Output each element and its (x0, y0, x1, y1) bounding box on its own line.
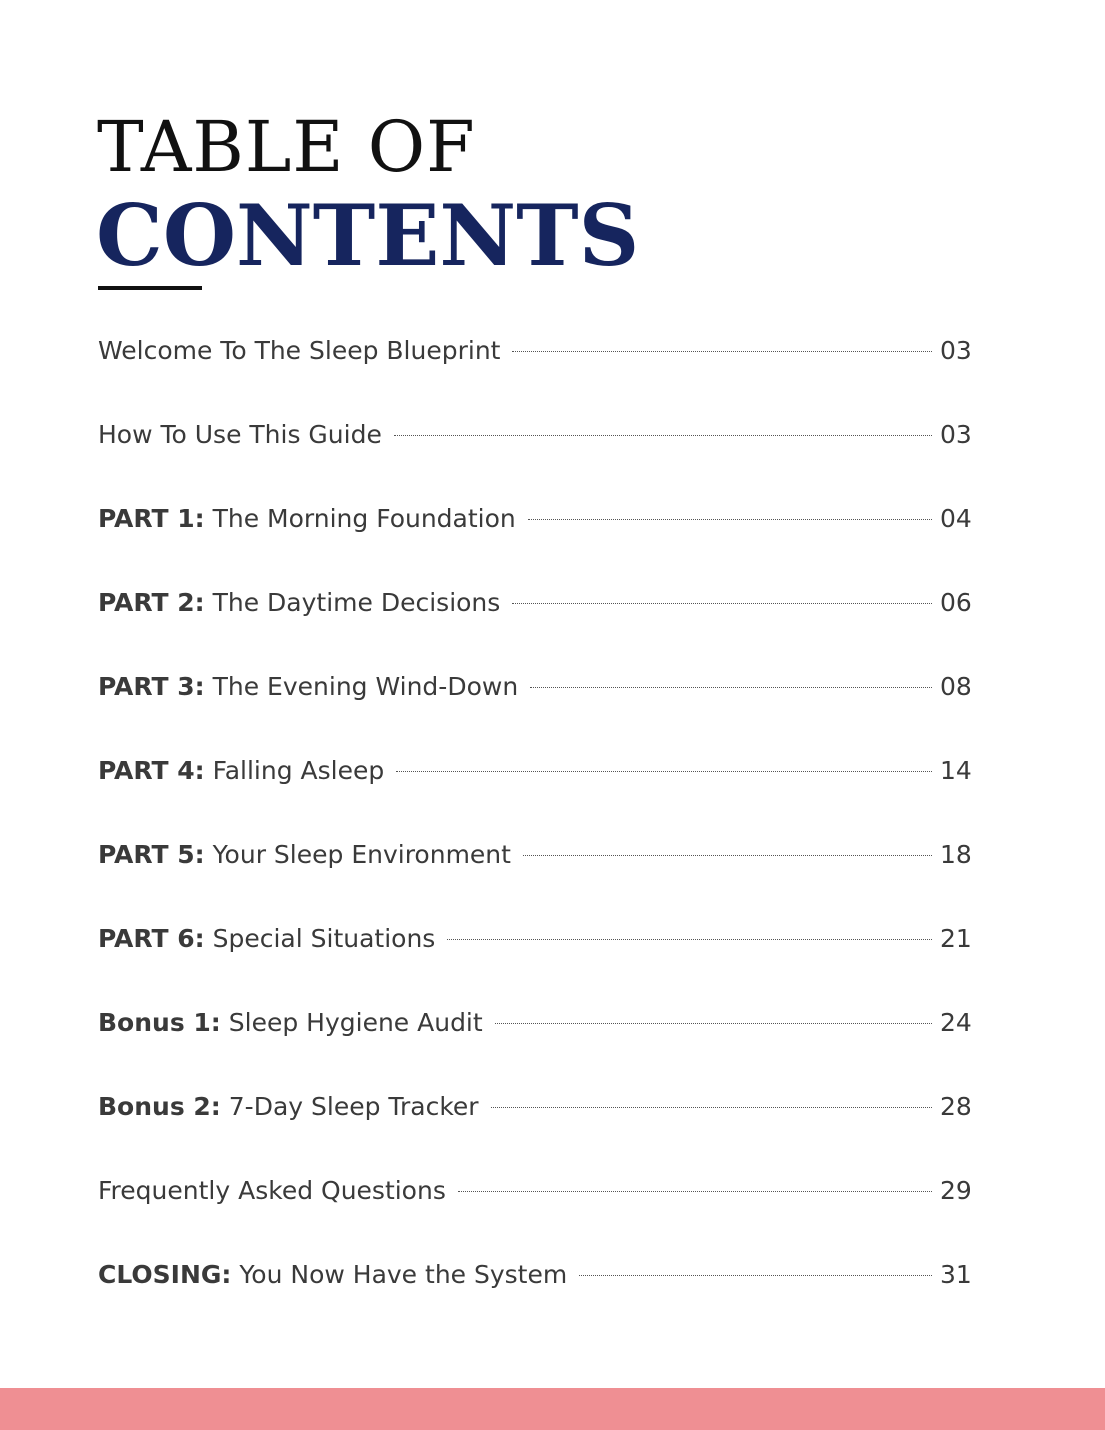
toc-entry-prefix: Bonus 2: (98, 1092, 221, 1121)
toc-page-number: 18 (940, 840, 972, 869)
title-underline (98, 286, 202, 290)
toc-entry-prefix: Bonus 1: (98, 1008, 221, 1037)
toc-entry-title (98, 1176, 446, 1205)
toc-entry-label: Sleep Hygiene Audit (228, 1008, 483, 1037)
toc-dot-leader (523, 855, 932, 856)
toc-entry-prefix: PART 2: (98, 588, 205, 617)
toc-page-number: 03 (940, 336, 972, 365)
toc-page-number: 31 (940, 1260, 972, 1289)
toc-entry-label: Falling Asleep (212, 756, 385, 785)
title-line-1: TABLE OF (97, 106, 476, 188)
toc-entry-prefix: PART 6: (98, 924, 205, 953)
toc-entry-title (98, 504, 516, 533)
toc-entry-title (98, 336, 500, 365)
toc-entry-prefix: PART 3: (98, 672, 205, 701)
toc-entry-prefix: PART 4: (98, 756, 205, 785)
toc-entry-prefix: CLOSING: (98, 1260, 232, 1289)
toc-dot-leader (394, 435, 932, 436)
toc-entry-label: How To Use This Guide (98, 420, 382, 449)
toc-entry-label: The Evening Wind-Down (212, 672, 519, 701)
toc-dot-leader (447, 939, 932, 940)
toc-page-number: 28 (940, 1092, 972, 1121)
toc-entry-prefix: PART 1: (98, 504, 205, 533)
toc-page-number: 04 (940, 504, 972, 533)
toc-entry[interactable] (98, 840, 972, 924)
toc-entry-label: The Morning Foundation (212, 504, 516, 533)
toc-dot-leader (530, 687, 932, 688)
toc-entry[interactable] (98, 1260, 972, 1344)
toc-page-number: 24 (940, 1008, 972, 1037)
toc-dot-leader (512, 603, 932, 604)
toc-entry-title (98, 1260, 567, 1289)
toc-entry-label: Your Sleep Environment (212, 840, 511, 869)
toc-entry-title (98, 840, 511, 869)
toc-dot-leader (495, 1023, 932, 1024)
toc-entry-title (98, 1092, 479, 1121)
title-line-2: CONTENTS (96, 186, 640, 285)
toc-entry-label: 7-Day Sleep Tracker (228, 1092, 479, 1121)
toc-dot-leader (528, 519, 932, 520)
toc-page-number: 29 (940, 1176, 972, 1205)
toc-entry-label: Special Situations (212, 924, 436, 953)
toc-dot-leader (396, 771, 932, 772)
toc-entry[interactable] (98, 504, 972, 588)
toc-dot-leader (491, 1107, 932, 1108)
toc-entry-title (98, 756, 384, 785)
toc-entry-prefix: PART 5: (98, 840, 205, 869)
toc-entry[interactable] (98, 588, 972, 672)
footer-band (0, 1388, 1105, 1430)
toc-dot-leader (458, 1191, 932, 1192)
toc-page-number: 03 (940, 420, 972, 449)
toc-entry-title (98, 1008, 483, 1037)
toc-page-number: 06 (940, 588, 972, 617)
toc-entry[interactable] (98, 1176, 972, 1260)
toc-entry-label: The Daytime Decisions (212, 588, 501, 617)
toc-page-number: 14 (940, 756, 972, 785)
toc-entry[interactable] (98, 1092, 972, 1176)
toc-entry[interactable] (98, 420, 972, 504)
toc-entry-title (98, 924, 435, 953)
toc-list (98, 336, 972, 1344)
toc-entry[interactable] (98, 756, 972, 840)
toc-entry[interactable] (98, 924, 972, 1008)
toc-entry[interactable] (98, 336, 972, 420)
toc-entry-title (98, 672, 518, 701)
toc-entry-title (98, 420, 382, 449)
toc-entry-label: Welcome To The Sleep Blueprint (98, 336, 501, 365)
toc-entry[interactable] (98, 672, 972, 756)
toc-entry-label: You Now Have the System (239, 1260, 568, 1289)
toc-dot-leader (579, 1275, 932, 1276)
toc-page-number: 21 (940, 924, 972, 953)
toc-entry-label: Frequently Asked Questions (98, 1176, 446, 1205)
toc-entry-title (98, 588, 500, 617)
toc-dot-leader (512, 351, 932, 352)
toc-page-number: 08 (940, 672, 972, 701)
toc-entry[interactable] (98, 1008, 972, 1092)
